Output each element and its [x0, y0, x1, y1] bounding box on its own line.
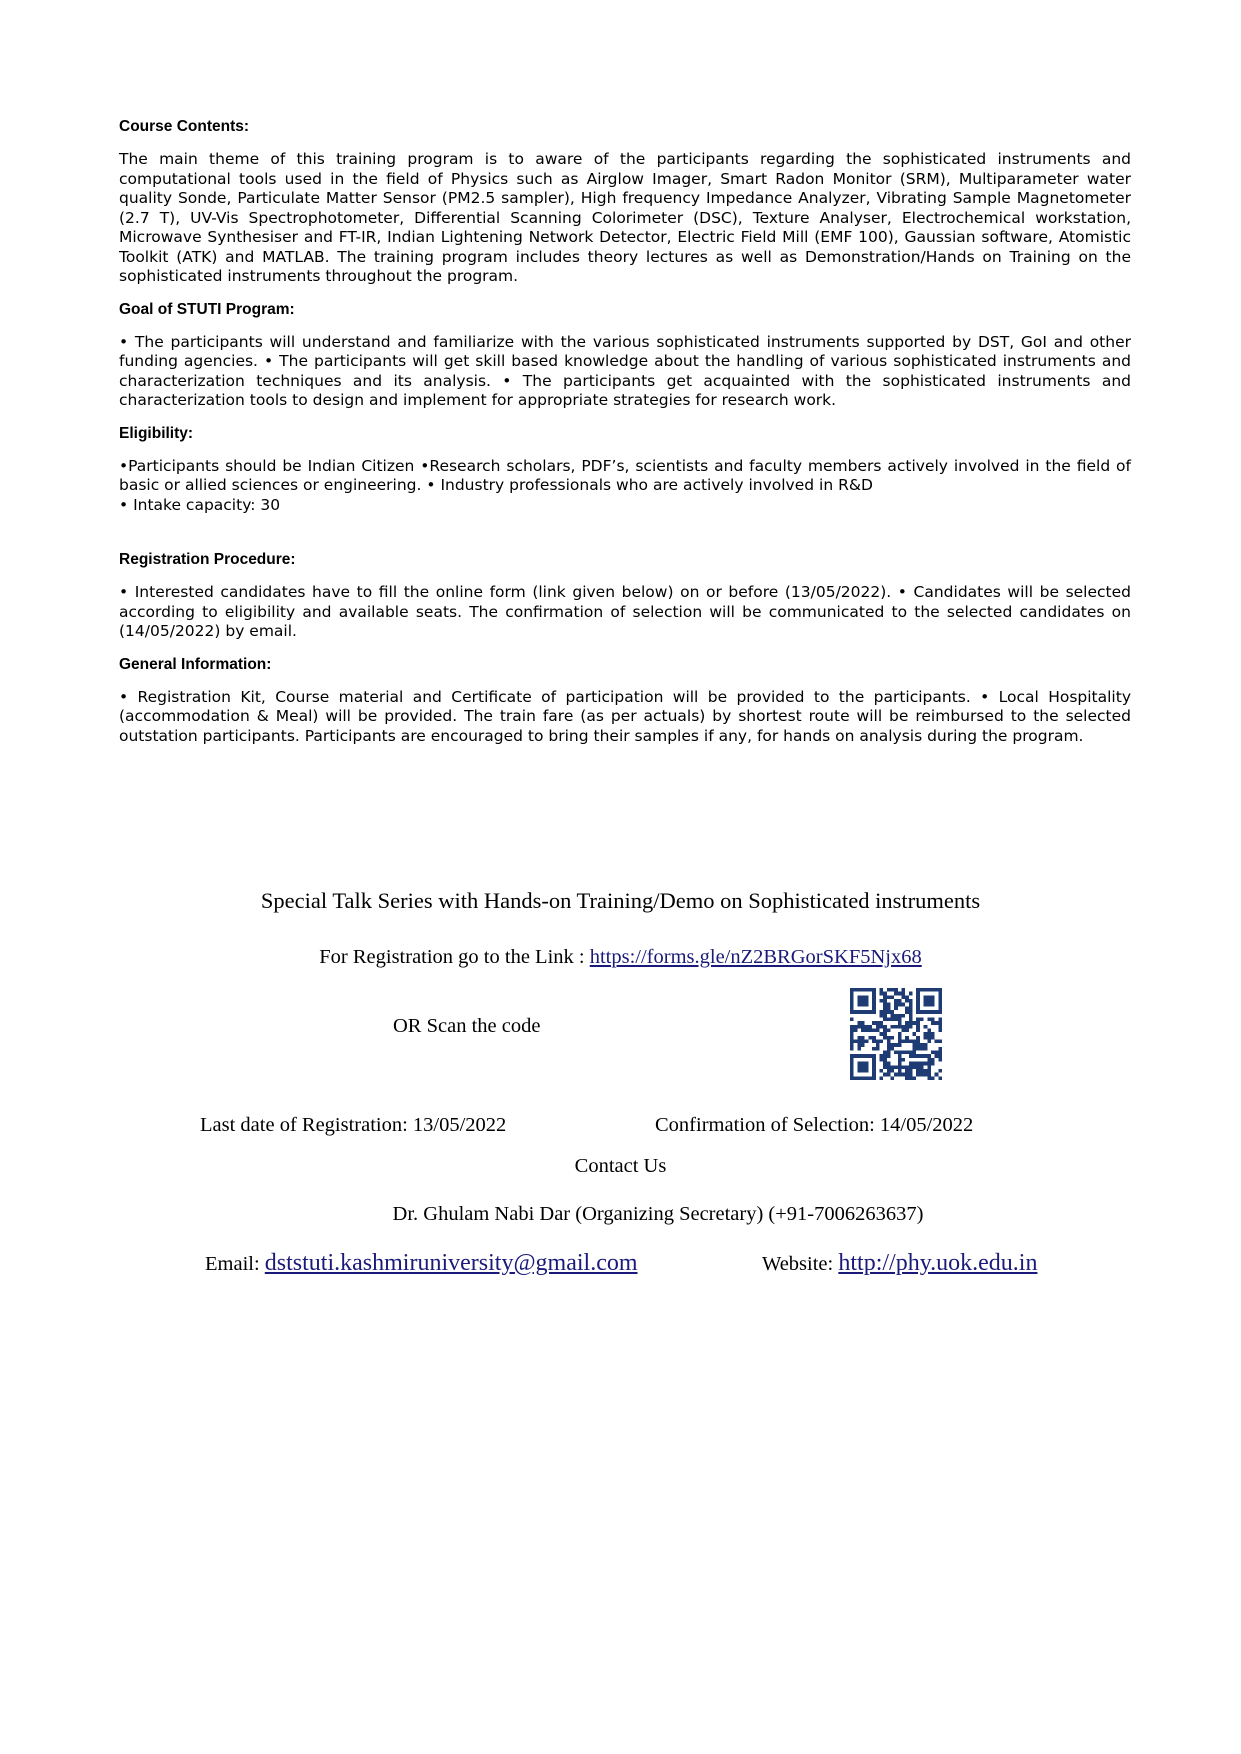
organizing-secretary: Dr. Ghulam Nabi Dar (Organizing Secretary) (+91-7006263637): [392, 1203, 924, 1225]
website-link[interactable]: http://phy.uok.edu.in: [838, 1250, 1038, 1276]
goal-heading: Goal of STUTI Program:: [119, 300, 295, 318]
eligibility-heading: Eligibility:: [119, 424, 194, 442]
eligibility-text: [119, 457, 1131, 516]
goal-text: • The participants will understand and familiarize with the various sophisticated instruments supported by DST, GoI and other funding agencies. • The participants will get skill based knowledge about the handling of various sophisticated instruments and characterization techniques and its analysis. • The participants get acquainted with the sophisticated instruments and characterization tools to design and implement for appropriate strategies for research work.: [119, 332, 1131, 409]
registration-prefix: For Registration go to the Link :: [319, 946, 590, 968]
document-body: [119, 118, 1131, 760]
registration-line: [0, 946, 1241, 969]
website-label: Website:: [762, 1253, 839, 1275]
talk-series-title: Special Talk Series with Hands-on Training/Demo on Sophisticated instruments: [260, 888, 981, 913]
last-date-registration: Last date of Registration: 13/05/2022: [200, 1114, 507, 1136]
course-heading: Course Contents:: [119, 118, 250, 135]
confirmation-date: Confirmation of Selection: 14/05/2022: [655, 1114, 974, 1136]
intake-capacity: • Intake capacity: 30: [119, 495, 281, 514]
email-line: [205, 1250, 638, 1277]
email-link[interactable]: dststuti.kashmiruniversity@gmail.com: [264, 1250, 638, 1276]
qr-code-icon[interactable]: [850, 988, 942, 1080]
contact-heading: Contact Us: [574, 1155, 667, 1177]
general-heading: General Information:: [119, 655, 272, 673]
eligibility-criteria: •Participants should be Indian Citizen •Research scholars, PDF’s, scientists and faculty members actively involved in the field of basic or allied sciences or engineering. • Industry professionals who are actively involved in R&D: [119, 456, 1131, 494]
website-line: [762, 1250, 1037, 1277]
registration-link[interactable]: https://forms.gle/nZ2BRGorSKF5Njx68: [589, 946, 922, 968]
registration-text: • Interested candidates have to fill the online form (link given below) on or before (13/05/2022). • Candidates will be selected according to eligibility and available seats. The confirmation of selection will be communicated to the selected candidates on (14/05/2022) by email.: [119, 583, 1131, 640]
email-label: Email:: [205, 1253, 265, 1275]
general-text: • Registration Kit, Course material and Certificate of participation will be provided to the participants. • Local Hospitality (accommodation & Meal) will be provided. The train fare (as per actuals) by shortest route will be reimbursed to the selected outstation participants. Participants are encouraged to bring their samples if any, for hands on analysis during the program.: [119, 687, 1131, 745]
course-text: The main theme of this training program is to aware of the participants regarding the sophisticated instruments and computational tools used in the field of Physics such as Airglow Imager, Smart Radon Monitor (SRM), Multiparameter water quality Sonde, Particulate Matter Sensor (PM2.5 sampler), High frequency Impedance Analyzer, Vibrating Sample Magnetometer (2.7 T), UV-Vis Spectrophotometer, Differential Scanning Colorimeter (DSC), Texture Analyser, Electrochemical workstation, Microwave Synthesiser and FT-IR, Indian Lightening Network Detector, Electric Field Mill (EMF 100), Gaussian software, Atomistic Toolkit (ATK) and MATLAB. The training program includes theory lectures as well as Demonstration/Hands on Training on the sophisticated instruments throughout the program.: [119, 150, 1131, 285]
registration-heading: Registration Procedure:: [119, 551, 296, 568]
scan-code-text: OR Scan the code: [393, 1015, 541, 1037]
